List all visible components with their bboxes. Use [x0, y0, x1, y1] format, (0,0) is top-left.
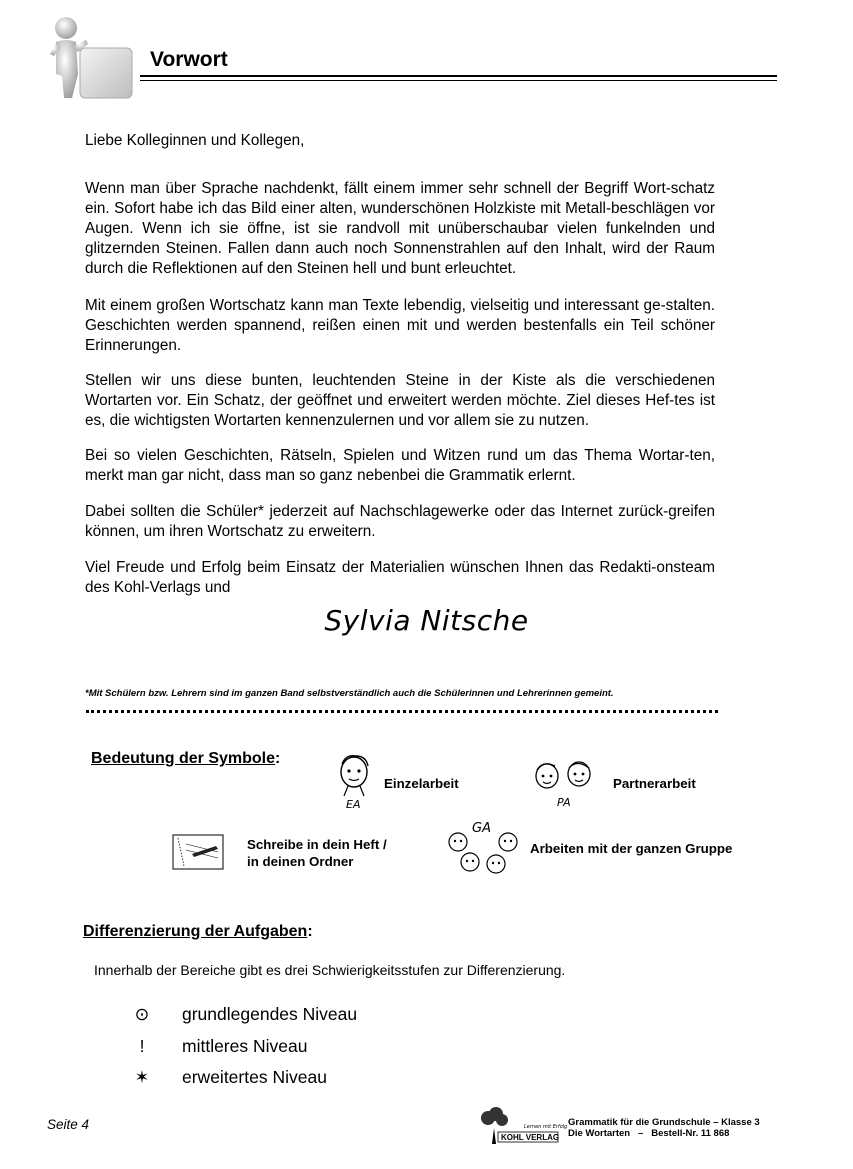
letter-paragraph: Stellen wir uns diese bunten, leuchtenden Steine in der Kiste als die verschiedenen Wortarten vor. Ein Schatz, der geöffnet und erweitert werden möchte. Ziel dieses Hef-tes ist es, die wichtigsten Wortarten kennenzulernen und vor allem sie zu nutzen. — [85, 372, 715, 429]
header-figure-illustration — [44, 14, 136, 102]
logo-name: KOHL VERLAG — [501, 1133, 560, 1142]
gruppenarbeit-icon-text: GA — [472, 821, 491, 836]
level-item — [130, 1004, 358, 1025]
notebook-pen-icon — [172, 834, 224, 870]
partnerarbeit-icon-text: PA — [557, 796, 571, 809]
letter-paragraph: Mit einem großen Wortschatz kann man Texte lebendig, vielseitig und interessant ge-stalten. Geschichten werden spannend, reißen einen mit und werden bestenfalls ein Teil schöner Erinnerungen. — [85, 297, 715, 354]
page-number: Seite 4 — [47, 1117, 90, 1132]
einzelarbeit-label: Einzelarbeit — [384, 776, 459, 791]
header-rule — [140, 75, 777, 81]
letter-paragraph: Wenn man über Sprache nachdenkt, fällt einem immer sehr schnell der Begriff Wort-schatz ein. Sofort habe ich das Bild einer alten, wunderschönen Holzkiste mit Metall-beschlägen vor Augen. Wenn ich sie öffne, ist sie randvoll mit unüberschaubar vielen funkelnden und glitzernden Steinen. Fallen dann auch noch Sonnenstrahlen auf den Inhalt, wird der Raum durch die Reflektionen auf den Steinen hell und bunt erleuchtet. — [85, 180, 715, 277]
level-name: mittleres Niveau — [182, 1036, 308, 1056]
footnote: *Mit Schülern bzw. Lehrern sind im ganzen Band selbstverständlich auch die Schülerinnen und Lehrerinnen gemeint. — [85, 688, 614, 699]
gruppenarbeit-label: Arbeiten mit der ganzen Gruppe — [530, 841, 733, 856]
einzelarbeit-icon-text: EA — [346, 798, 361, 811]
gruppenarbeit-icon — [446, 816, 522, 876]
level-basic-icon: ⊙ — [134, 1004, 150, 1024]
differenzierung-intro: Innerhalb der Bereiche gibt es drei Schwierigkeitsstufen zur Differenzierung. — [94, 962, 566, 978]
differenzierung-heading: Differenzierung der Aufgaben: — [83, 923, 313, 940]
level-item — [130, 1067, 327, 1088]
heft-label: Schreibe in dein Heft / in deinen Ordner — [247, 837, 387, 869]
page-title: Vorwort — [150, 48, 228, 71]
level-name: grundlegendes Niveau — [182, 1004, 358, 1024]
signature: Sylvia Nitsche — [324, 604, 529, 637]
level-medium-icon: ! — [139, 1036, 145, 1056]
level-advanced-icon: ✶ — [134, 1067, 150, 1087]
letter-paragraph: Dabei sollten die Schüler* jederzeit auf Nachschlagewerke oder das Internet zurück-greifen können, um ihren Wortschatz zu erweitern. — [85, 503, 715, 540]
einzelarbeit-icon — [334, 752, 378, 812]
publisher-logo — [480, 1106, 568, 1146]
symbols-heading: Bedeutung der Symbole: — [91, 750, 281, 767]
level-item — [130, 1036, 308, 1057]
dotted-divider — [86, 710, 718, 713]
letter-paragraph: Viel Freude und Erfolg beim Einsatz der Materialien wünschen Ihnen das Redakti-onsteam des Kohl-Verlags und — [85, 559, 715, 596]
level-name: erweitertes Niveau — [182, 1067, 327, 1087]
letter-greeting: Liebe Kolleginnen und Kollegen, — [85, 132, 305, 149]
letter-paragraph: Bei so vielen Geschichten, Rätseln, Spielen und Witzen rund um das Thema Wortar-ten, merkt man gar nicht, dass man so ganz nebenbei die Grammatik erlernt. — [85, 447, 715, 484]
logo-tagline: Lernen mit Erfolg — [524, 1124, 568, 1130]
partnerarbeit-label: Partnerarbeit — [613, 776, 696, 791]
publication-info: Grammatik für die Grundschule – Klasse 3 Die Wortarten – Bestell-Nr. 11 868 — [568, 1117, 760, 1139]
